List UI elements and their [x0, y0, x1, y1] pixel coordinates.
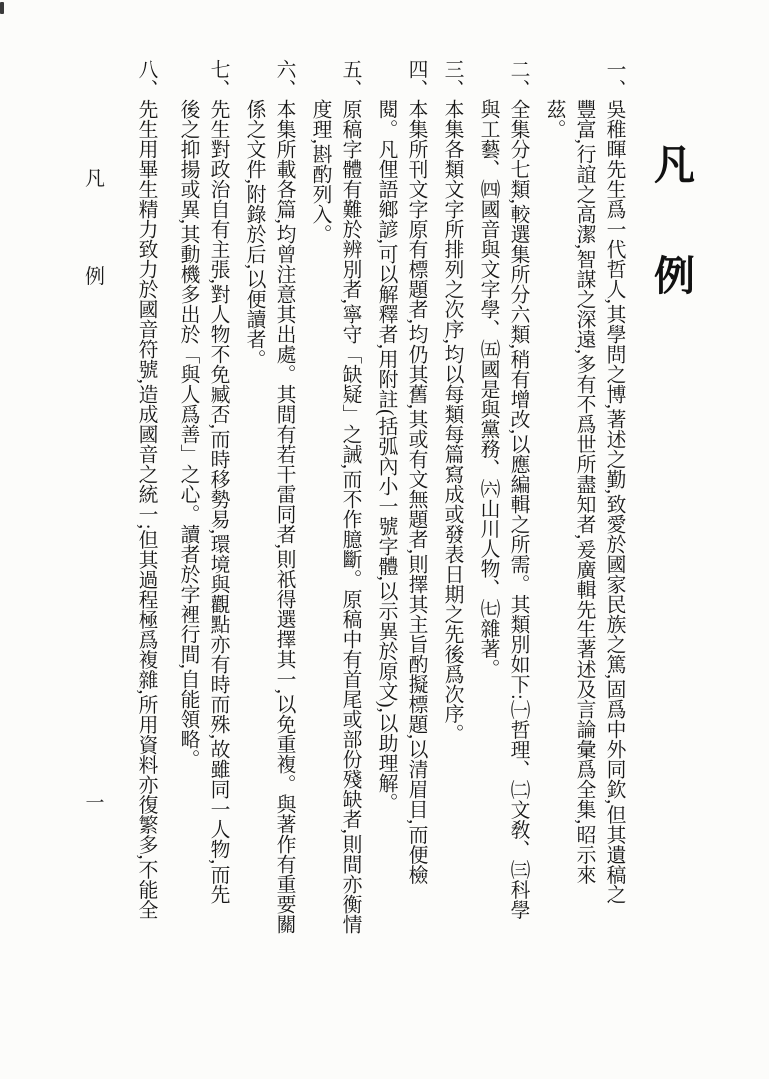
- running-title-char-1: 凡: [85, 168, 105, 190]
- item-line: 係之文件,附錄於后,以便讀者。: [243, 99, 265, 370]
- item-number: 八、: [135, 59, 157, 99]
- item-line: 原稿字體有難於辨別者,寧守「缺疑」之誡,而不作臆斷。原稿中有首尾或部份殘缺者,則間亦衡情: [339, 98, 361, 935]
- fanli-item-1: [539, 59, 629, 974]
- fanli-item-5: [305, 59, 365, 974]
- item-line: 茲。: [543, 99, 565, 139]
- item-line: 吳稚暉先生爲一代哲人,其學問之博,著述之勤,致愛於國家民族之篤,固爲中外同欽,但其遺稿之: [603, 98, 625, 905]
- page-title: 凡例: [648, 143, 694, 365]
- item-number: 五、: [339, 59, 361, 99]
- fanli-item-6: [239, 59, 299, 974]
- item-line: 閱。凡俚語鄉諺,可以解釋者,用附註(括弧內小一號字體,以示異於原文),以助理解。: [375, 99, 397, 813]
- fanli-item-8: [131, 59, 161, 974]
- fanli-item-2: [473, 59, 533, 974]
- item-line: 全集分七類,較選集所分六類,稍有增改,以應編輯之所需。其類別如下:㈠哲理、㈡文敎、㈢科學: [507, 98, 529, 920]
- running-title-char-2: 例: [85, 266, 105, 288]
- item-line: 豐富,行誼之高潔,智謀之深遠,多有不爲世所盡知者,爰廣輯先生著述及言論彙爲全集,昭示來: [573, 99, 595, 885]
- item-number: 二、: [507, 59, 529, 99]
- item-line: 度理,斟酌列入。: [309, 99, 331, 245]
- item-number: 三、: [441, 59, 463, 99]
- scan-artifact: [0, 2, 4, 14]
- item-number: 七、: [207, 59, 229, 99]
- item-line: 先生對政治自有主張,對人物不免臧否,而時移勢易,環境與觀點亦有時而殊,故雖同一人物,而先: [207, 98, 229, 905]
- item-line: 本集各類文字所排列之次序,均以每類每篇寫成或發表日期之先後爲次序。: [441, 98, 463, 744]
- item-line: 後之抑揚或異,其動機多出於「與人爲善」之心。讀者於字裡行間,自能領略。: [177, 99, 199, 769]
- page-number: 一: [85, 793, 105, 814]
- fanli-item-4: [371, 59, 431, 974]
- item-line: 本集所載各篇,均曾注意其出處。其間有若干雷同者,則祇得選擇其一,以免重複。與著作有重要關: [273, 98, 295, 935]
- fanli-item-3: [437, 59, 467, 974]
- item-number: 六、: [273, 59, 295, 99]
- fanli-content: [98, 59, 700, 974]
- item-number: 一、: [603, 59, 625, 99]
- item-line: 與工藝、㈣國音與文字學、㈤國是與黨務、㈥山川人物、㈦雜著。: [477, 99, 499, 679]
- item-line: 先生用畢生精力致力於國音符號,造成國音之統一;但其過程極爲複雜,所用資料亦復繁多,不能全: [135, 98, 157, 920]
- item-line: 本集所刊文字原有標題者,均仍其舊,其或有文無題者,則擇其主旨酌擬標題,以清眉目,而便檢: [405, 98, 427, 885]
- fanli-item-7: [173, 59, 233, 974]
- item-number: 四、: [405, 59, 427, 99]
